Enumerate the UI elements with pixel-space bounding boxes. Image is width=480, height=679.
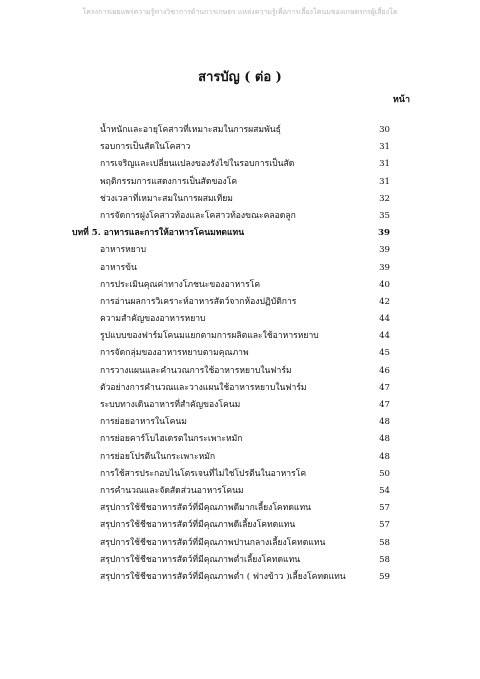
toc-page-number: 31: [379, 142, 390, 153]
toc-page-number: 40: [379, 279, 390, 290]
toc-page-number: 48: [379, 451, 390, 462]
table-of-contents: [0, 122, 480, 586]
toc-page-number: 44: [379, 314, 390, 325]
toc-entry-title: น้ำหนักและอายุโคสาวที่เหมาะสมในการผสมพันธุ์: [100, 125, 281, 135]
toc-entry-title: ตัวอย่างการคำนวณและวางแผนใช้อาหารหยาบในฟาร์ม: [100, 382, 307, 393]
toc-page-number: 57: [379, 503, 390, 514]
toc-page-number: 47: [379, 382, 390, 393]
toc-page-number: 30: [379, 125, 390, 135]
toc-entry-title: การวางแผนและคำนวณการใช้อาหารหยาบในฟาร์ม: [100, 365, 292, 376]
toc-entry-title: การประเมินคุณค่าทางโภชนะของอาหารโค: [100, 279, 261, 290]
toc-entry: [0, 569, 480, 586]
toc-page-number: 58: [379, 554, 390, 565]
toc-entry: [0, 483, 480, 500]
toc-entry: [0, 363, 480, 380]
toc-entry: [0, 535, 480, 552]
toc-entry-title: การย่อยคาร์โบไฮเดรตในกระเพาะหมัก: [100, 434, 243, 445]
toc-page-number: 31: [379, 159, 390, 170]
toc-entry: [0, 139, 480, 156]
toc-entry-title: บทที่ 5. อาหารและการให้อาหารโคนมทดแทน: [72, 228, 245, 239]
toc-page-number: 50: [379, 468, 390, 479]
toc-entry: [0, 174, 480, 191]
toc-entry: [0, 242, 480, 259]
toc-entry-title: ระบบทางเดินอาหารที่สำคัญของโคนม: [100, 400, 241, 410]
toc-entry-title: สรุปการใช้ชีชอาหารสัตว์ที่มีคุณภาพดีมากเลี้ยงโคทดแทน: [100, 503, 312, 514]
toc-entry-title: การเจริญและเปลี่ยนแปลงของรังไข่ในรอบการเป็นสัด: [100, 159, 295, 170]
toc-entry-title: การคำนวณและจัดสัดส่วนอาหารโคนม: [100, 485, 244, 496]
toc-entry: [0, 122, 480, 139]
toc-entry-title: การใช้สารประกอบไนโตรเจนที่ไม่ใช่โปรตีนในอาหารโค: [100, 468, 307, 479]
toc-page-number: 54: [379, 485, 390, 496]
toc-entry: [0, 294, 480, 311]
toc-page-number: 35: [379, 210, 390, 221]
toc-entry-title: รูปแบบของฟาร์มโคนมแยกตามการผลิตและใช้อาหารหยาบ: [100, 331, 319, 342]
toc-entry-title: การอ่านผลการวิเคราะห์อาหารสัตว์จากห้องปฏิบัติการ: [100, 296, 297, 307]
toc-entry: [0, 208, 480, 225]
toc-entry-title: สรุปการใช้ชีชอาหารสัตว์ที่มีคุณภาพต่ำ ( ฟางข้าว )เลี้ยงโคทดแทน: [100, 571, 346, 582]
toc-entry: [0, 431, 480, 448]
toc-page-number: 45: [379, 348, 390, 359]
toc-entry: [0, 156, 480, 173]
toc-entry-title: รอบการเป็นสัดในโคสาว: [100, 142, 191, 153]
toc-page-number: 59: [379, 571, 390, 582]
toc-entry-title: การจัดการฝูงโคสาวท้องและโคสาวท้องขณะคลอดลูก: [100, 210, 296, 221]
toc-entry: [0, 328, 480, 345]
toc-page-number: 48: [379, 417, 390, 428]
toc-entry: [0, 517, 480, 534]
toc-page-number: 39: [379, 245, 390, 256]
toc-page-number: 57: [379, 520, 390, 531]
toc-entry-title: การย่อยโปรตีนในกระเพาะหมัก: [100, 451, 216, 462]
toc-page-number: 44: [379, 331, 390, 342]
toc-entry-title: สรุปการใช้ชีชอาหารสัตว์ที่มีคุณภาพดีเลี้ยงโคทดแทน: [100, 520, 296, 531]
toc-entry: [0, 466, 480, 483]
toc-entry: [0, 397, 480, 414]
toc-entry: [0, 311, 480, 328]
toc-page-number: 31: [379, 176, 390, 187]
toc-page-number: 48: [379, 434, 390, 445]
page-title: สารบัญ ( ต่อ ): [198, 70, 282, 85]
page-header-watermark: โครงการเผยแพร่ความรู้ทางวิชาการด้านการเกษตร แหล่งความรู้เพื่อการเลี้ยงโคนมของเกษตรกรผู้เลี้ยงโค: [82, 8, 398, 16]
toc-entry: [0, 191, 480, 208]
toc-entry-title: พฤติกรรมการแสดงการเป็นสัดของโค: [100, 176, 238, 187]
page-column-label: หน้า: [392, 95, 410, 105]
toc-entry: [0, 414, 480, 431]
toc-page-number: 46: [379, 365, 390, 376]
toc-page-number: 39: [379, 262, 390, 273]
toc-page-number: 32: [379, 193, 390, 204]
toc-page-number: 47: [379, 400, 390, 410]
toc-entry-title: การจัดกลุ่มของอาหารหยาบตามคุณภาพ: [100, 348, 249, 359]
toc-page-number: 42: [379, 296, 390, 307]
toc-entry: [0, 260, 480, 277]
toc-entry-title: อาหารข้น: [100, 262, 137, 273]
toc-entry: [0, 500, 480, 517]
toc-entry-title: ช่วงเวลาที่เหมาะสมในการผสมเทียม: [100, 193, 233, 204]
toc-page-number: 58: [379, 537, 390, 548]
toc-entry-title: สรุปการใช้ชีชอาหารสัตว์ที่มีคุณภาพปานกลางเลี้ยงโคทดแทน: [100, 537, 326, 548]
toc-page-number: 39: [378, 228, 390, 239]
toc-entry-title: อาหารหยาบ: [100, 245, 147, 256]
toc-entry: [0, 345, 480, 362]
toc-entry: [0, 552, 480, 569]
toc-entry-title: สรุปการใช้ชีชอาหารสัตว์ที่มีคุณภาพต่ำเลี้ยงโคทดแทน: [100, 554, 301, 565]
toc-entry: [0, 277, 480, 294]
toc-chapter-heading: [0, 225, 480, 242]
toc-entry-title: การย่อยอาหารในโคนม: [100, 417, 187, 428]
toc-entry: [0, 449, 480, 466]
toc-entry: [0, 380, 480, 397]
toc-entry-title: ความสำคัญของอาหารหยาบ: [100, 314, 206, 325]
